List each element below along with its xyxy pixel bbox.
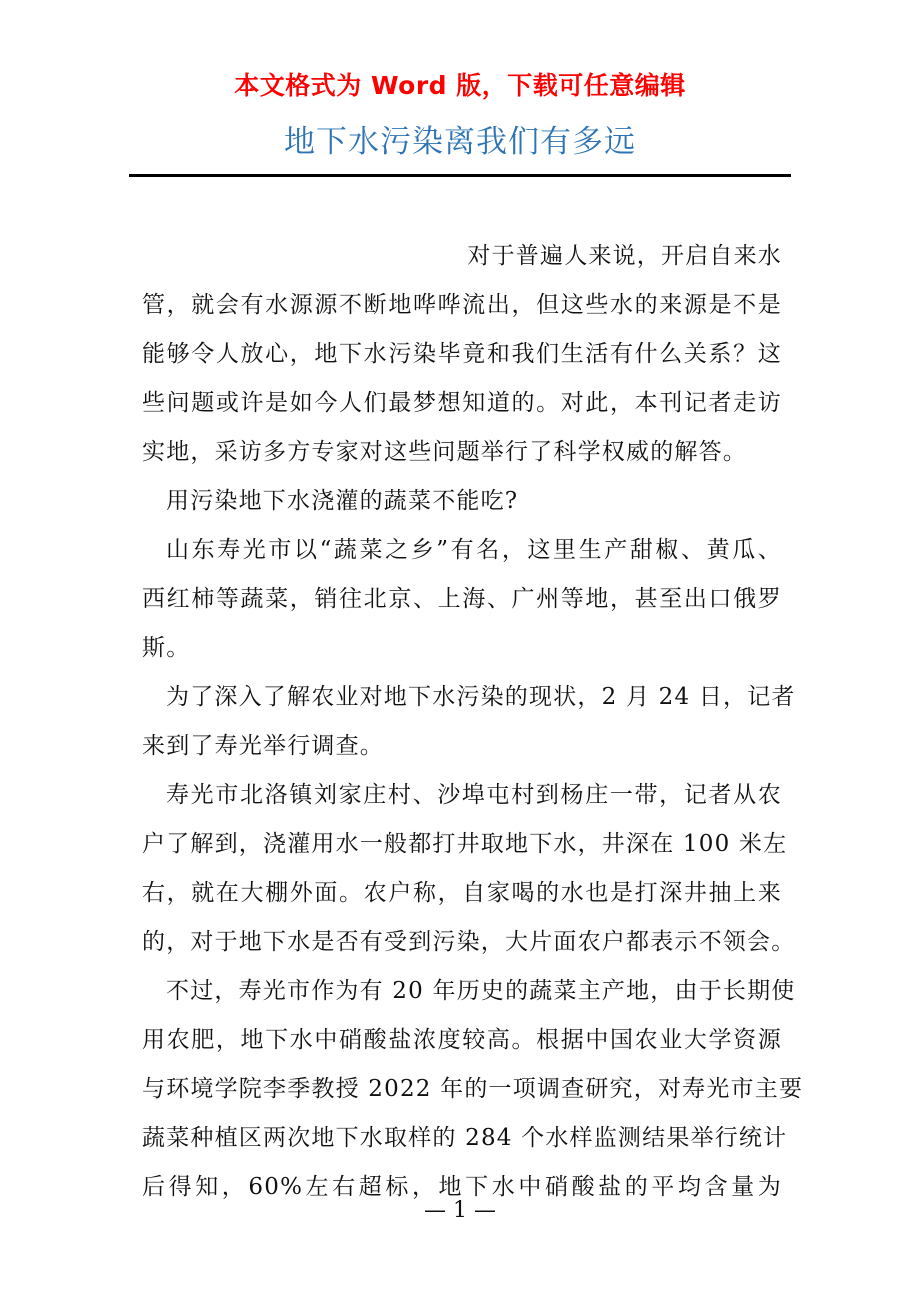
- document-title: 地下水污染离我们有多远: [284, 124, 636, 160]
- text-line: 些问题或许是如今人们最梦想知道的。对此，本刊记者走访: [142, 390, 782, 416]
- paragraph-subheading: [142, 477, 782, 526]
- text-line: 用农肥，地下水中硝酸盐浓度较高。根据中国农业大学资源: [142, 1027, 782, 1053]
- text-line: 西红柿等蔬菜，销往北京、上海、广州等地，甚至出口俄罗: [142, 586, 782, 612]
- text-line: 右，就在大棚外面。农户称，自家喝的水也是打深井抽上来: [142, 880, 782, 906]
- title-divider: [129, 174, 791, 177]
- text-line: 管，就会有水源源不断地哗哗流出，但这些水的来源是不是: [142, 292, 782, 318]
- text-line: 为了深入了解农业对地下水污染的现状，2 月 24 日，记者: [166, 684, 796, 710]
- text-line: 寿光市北洛镇刘家庄村、沙埠屯村到杨庄一带，记者从农: [166, 782, 782, 808]
- paragraph-3: [142, 771, 796, 967]
- text-line: 能够令人放心，地下水污染毕竟和我们生活有什么关系？这: [142, 341, 782, 367]
- text-line: 斯。: [142, 635, 191, 661]
- paragraph-4: [142, 967, 804, 1212]
- text-line: 对于普遍人来说，开启自来水: [467, 243, 782, 269]
- text-line: 来到了寿光举行调查。: [142, 733, 384, 759]
- text-line: 山东寿光市以“蔬菜之乡”有名，这里生产甜椒、黄瓜、: [166, 537, 782, 563]
- text-line: 实地，采访多方专家对这些问题举行了科学权威的解答。: [142, 439, 747, 465]
- article-body: [142, 232, 804, 1212]
- text-line: 蔬菜种植区两次地下水取样的 284 个水样监测结果举行统计: [142, 1125, 788, 1151]
- paragraph-intro: [142, 232, 782, 477]
- text-line: 与环境学院李季教授 2022 年的一项调查研究，对寿光市主要: [142, 1076, 804, 1102]
- text-line: 户了解到，浇灌用水一般都打井取地下水，井深在 100 米左: [142, 831, 788, 857]
- paragraph-2: [142, 673, 796, 771]
- text-line: 后得知，60%左右超标，地下水中硝酸盐的平均含量为: [142, 1174, 782, 1200]
- section-subheading: 用污染地下水浇灌的蔬菜不能吃?: [166, 488, 519, 514]
- paragraph-1: [142, 526, 782, 673]
- text-line: 的，对于地下水是否有受到污染，大片面农户都表示不领会。: [142, 929, 796, 955]
- word-format-banner: 本文格式为 Word 版，下载可任意编辑: [234, 71, 686, 100]
- text-line: 不过，寿光市作为有 20 年历史的蔬菜主产地，由于长期使: [166, 978, 796, 1004]
- page-number: — 1 —: [424, 1198, 496, 1223]
